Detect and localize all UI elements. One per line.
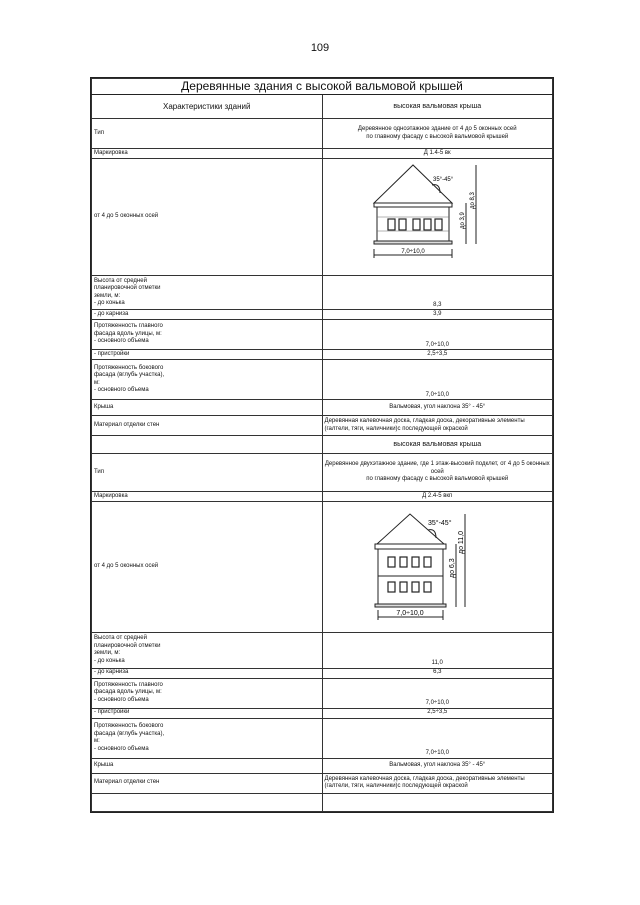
- annex-row-2: [92, 708, 553, 718]
- eave-value: 6,3: [322, 668, 553, 678]
- window: [388, 557, 395, 567]
- label-line: земли, м:: [94, 650, 121, 656]
- house-one-storey-drawing: [362, 159, 512, 271]
- cornice: [375, 544, 446, 549]
- eave-value: 3,9: [322, 310, 553, 320]
- roof-row-2: [92, 758, 553, 773]
- window: [435, 219, 442, 230]
- roof-shape: [374, 165, 452, 203]
- finish-row-1: [92, 416, 553, 436]
- header-row: [92, 95, 553, 119]
- cornice: [374, 203, 452, 207]
- type-label: Тип: [92, 119, 323, 149]
- main-front-value: 7,0÷10,0: [322, 678, 553, 708]
- annex-label: - пристройки: [92, 350, 323, 360]
- roof-label: Крыша: [92, 400, 323, 416]
- roof-value: Вальмовая, угол наклона 35° - 45°: [322, 400, 553, 416]
- window: [388, 582, 395, 592]
- foundation: [374, 241, 452, 244]
- window: [424, 582, 431, 592]
- foundation: [375, 604, 446, 607]
- roof-value: Вальмовая, угол наклона 35° - 45°: [322, 758, 553, 773]
- label-line: планировочной отметки: [94, 285, 161, 291]
- page-number: 109: [310, 42, 330, 54]
- title-row: [92, 79, 553, 95]
- drawing-row-1: [92, 159, 553, 276]
- header-roof-type: высокая вальмовая крыша: [322, 95, 553, 119]
- side-front-row-2: [92, 718, 553, 758]
- type-value: [322, 454, 553, 492]
- annex-value: 2,5÷3,5: [322, 708, 553, 718]
- window: [424, 557, 431, 567]
- ridge-height-row-1: [92, 276, 553, 310]
- axes-label: от 4 до 5 оконных осей: [92, 502, 323, 633]
- drawing-cell: [322, 159, 553, 276]
- label-line: - основного объема: [94, 745, 149, 752]
- window: [424, 219, 431, 230]
- main-front-value: 7,0÷10,0: [322, 320, 553, 350]
- finish-line: Деревянная калевочная доска, гладкая доска, декоративные элементы: [324, 418, 525, 424]
- empty-row: [92, 793, 553, 811]
- type-line: Деревянное одноэтажное здание от 4 до 5 оконных осей: [357, 126, 517, 132]
- label-line: - до конька: [94, 657, 125, 664]
- subheader-roof-type: высокая вальмовая крыша: [322, 436, 553, 454]
- type-label: Тип: [92, 454, 323, 492]
- angle-label: 35°-45°: [433, 177, 454, 184]
- side-front-value: 7,0÷10,0: [322, 718, 553, 758]
- label-line: м:: [94, 379, 100, 386]
- type-row-2: [92, 454, 553, 492]
- finish-value: [322, 416, 553, 436]
- eave-height-row-2: [92, 668, 553, 678]
- window: [388, 219, 395, 230]
- label-line: - основного объема: [94, 696, 149, 703]
- side-front-row-1: [92, 360, 553, 400]
- label-line: - до конька: [94, 300, 125, 306]
- main-front-label: [92, 320, 323, 350]
- finish-line: Деревянная калевочная доска, гладкая доска, декоративные элементы: [324, 775, 525, 782]
- window: [412, 582, 419, 592]
- finish-row-2: [92, 773, 553, 793]
- window: [399, 219, 406, 230]
- finish-line: (галтели, тяги, наличники)с последующей окраской: [324, 425, 468, 432]
- roof-row-1: [92, 400, 553, 416]
- annex-value: 2,5÷3,5: [322, 350, 553, 360]
- window: [412, 557, 419, 567]
- eave-height-label: до 6,3: [449, 558, 457, 578]
- marking-value: Д 2.4-5 вкп: [322, 492, 553, 502]
- characteristics-table: [91, 78, 553, 812]
- axes-label: от 4 до 5 оконных осей: [92, 159, 323, 276]
- eave-height-row-1: [92, 310, 553, 320]
- ridge-value: 8,3: [322, 276, 553, 310]
- angle-arc: [432, 185, 440, 193]
- label-line: - основного объема: [94, 338, 149, 345]
- window: [400, 582, 407, 592]
- marking-row-1: [92, 149, 553, 159]
- ridge-value: 11,0: [322, 632, 553, 668]
- label-line: фасада вдоль улицы, м:: [94, 330, 162, 337]
- label-line: Протяженность бокового: [94, 364, 164, 371]
- table-title: Деревянные здания с высокой вальмовой крышей: [92, 79, 553, 95]
- finish-value: [322, 773, 553, 793]
- characteristics-sheet: [90, 77, 554, 813]
- label-line: фасада (вглубь участка),: [94, 372, 165, 378]
- type-row-1: [92, 119, 553, 149]
- side-front-label: [92, 718, 323, 758]
- eave-height-label: до 3,9: [460, 212, 467, 230]
- drawing-cell: [322, 502, 553, 633]
- main-front-row-2: [92, 678, 553, 708]
- main-front-row-1: [92, 320, 553, 350]
- ridge-height-row-2: [92, 632, 553, 668]
- label-line: Высота от средней: [94, 277, 147, 284]
- type-value: [322, 119, 553, 149]
- marking-label: Маркировка: [92, 149, 323, 159]
- empty-cell: [92, 793, 323, 811]
- label-line: Высота от средней: [94, 635, 147, 641]
- marking-value: Д 1.4-5 вк: [322, 149, 553, 159]
- label-line: Протяженность главного: [94, 323, 163, 330]
- finish-label: Материал отделки стен: [92, 416, 323, 436]
- annex-row-1: [92, 350, 553, 360]
- label-line: фасада (вглубь участка),: [94, 730, 165, 737]
- label-line: м:: [94, 738, 100, 744]
- label-line: земли, м:: [94, 292, 121, 299]
- label-line: фасада вдоль улицы, м:: [94, 689, 162, 696]
- eave-label: - до карниза: [92, 668, 323, 678]
- width-label: 7,0÷10,0: [396, 610, 424, 617]
- width-label: 7,0÷10,0: [401, 249, 425, 256]
- main-front-label: [92, 678, 323, 708]
- roof-shape: [377, 514, 444, 544]
- height-label: [92, 632, 323, 668]
- side-front-label: [92, 360, 323, 400]
- ridge-height-label: до 8,3: [470, 192, 477, 210]
- subheader-row-2: [92, 436, 553, 454]
- type-line: по главному фасаду с высокой вальмовой крышей: [366, 133, 509, 140]
- label-line: Протяженность главного: [94, 681, 163, 688]
- roof-label: Крыша: [92, 758, 323, 773]
- label-line: - основного объема: [94, 387, 149, 393]
- empty-cell: [322, 793, 553, 811]
- finish-line: (галтели, тяги, наличники)с последующей окраской: [324, 783, 468, 789]
- empty-cell: [92, 436, 323, 454]
- window: [413, 219, 420, 230]
- header-characteristics: Характеристики зданий: [92, 95, 323, 119]
- finish-label: Материал отделки стен: [92, 773, 323, 793]
- height-label: [92, 276, 323, 310]
- drawing-row-2: [92, 502, 553, 633]
- window: [400, 557, 407, 567]
- marking-row-2: [92, 492, 553, 502]
- type-line: Деревянное двухэтажное здание, где 1 этаж-высокий подклет, от 4 до 5 оконных осей: [324, 461, 550, 475]
- angle-label: 35°-45°: [428, 520, 452, 527]
- house-two-storey-drawing: [362, 502, 512, 628]
- side-front-value: 7,0÷10,0: [322, 360, 553, 400]
- type-line: по главному фасаду с высокой вальмовой крышей: [366, 476, 509, 483]
- eave-label: - до карниза: [92, 310, 323, 320]
- ridge-height-label: до 11,0: [458, 530, 466, 554]
- label-line: планировочной отметки: [94, 642, 161, 649]
- label-line: Протяженность бокового: [94, 723, 164, 729]
- annex-label: - пристройки: [92, 708, 323, 718]
- marking-label: Маркировка: [92, 492, 323, 502]
